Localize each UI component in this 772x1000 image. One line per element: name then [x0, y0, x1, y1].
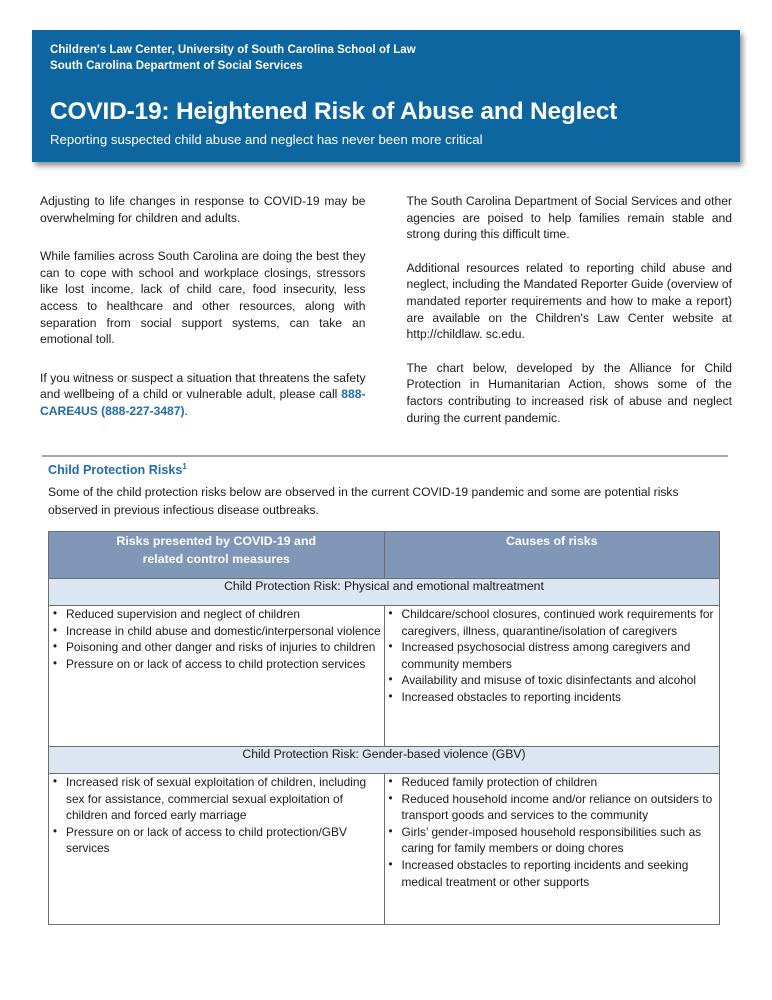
section-heading-text: Child Protection Risks: [48, 463, 183, 477]
section-band-row-2: [49, 747, 720, 774]
header-banner: [32, 30, 740, 162]
list-item: • Reduced family protection of children: [400, 774, 720, 791]
list-item: • Pressure on or lack of access to child protection services: [64, 656, 384, 673]
list-item: • Increased obstacles to reporting incidents: [400, 689, 720, 706]
right-paragraph-1: The South Carolina Department of Social Services and other agencies are poised to help families remain stable and strong during this difficult time.: [406, 194, 732, 242]
causes-list-1: [385, 606, 720, 706]
section-divider: [42, 455, 728, 457]
right-paragraph-3: The chart below, developed by the Alliance for Child Protection in Humanitarian Action, shows some of the factors contributing to increased risk of abuse and neglect during the current pandemic.: [406, 360, 732, 425]
intro-columns: [40, 193, 732, 442]
causes-list-2: [385, 774, 720, 890]
causes-cell-2: [384, 774, 720, 925]
risks-cell-2: [49, 774, 385, 925]
table-header-risks-line-2: related control measures: [142, 552, 290, 566]
table-row: [49, 774, 720, 925]
table-row: [49, 606, 720, 747]
organization-line-1: Children's Law Center, University of South Carolina School of Law: [50, 44, 416, 56]
section-band-row-1: [49, 579, 720, 606]
list-item: • Increased psychosocial distress among caregivers and community members: [400, 639, 720, 672]
risks-list-1: [49, 606, 384, 672]
section-intro-text: Some of the child protection risks below are observed in the current COVID-19 pandemic and some are potential risks observed in previous infectious disease outbreaks.: [48, 485, 679, 517]
list-item: • Childcare/school closures, continued work requirements for caregivers, illness, quarantine/isolation of caregivers: [400, 606, 720, 639]
right-paragraph-2: Additional resources related to reporting child abuse and neglect, including the Mandated Reporter Guide (overview of mandated reporter requirements and how to make a report) are available on the Children's Law Center website at http://childlaw. sc.edu.: [406, 260, 732, 342]
left-paragraph-3-prefix: If you witness or suspect a situation that threatens the safety and wellbeing of a child or vulnerable adult, please call: [40, 370, 366, 402]
intro-left-column: [40, 193, 366, 442]
section-heading: [48, 463, 187, 477]
risks-cell-1: [49, 606, 385, 747]
section-band-gender-based-violence: Child Protection Risk: Gender-based violence (GBV): [49, 747, 720, 774]
left-paragraph-2: While families across South Carolina are doing the best they can to cope with school and workplace closings, stressors like lost income, lack of child care, food insecurity, less access to healthcare and other resources, along with separation from social support systems, can take an emotional toll.: [40, 249, 366, 347]
causes-cell-1: [384, 606, 720, 747]
intro-right-column: [407, 193, 733, 442]
hotline-phone-number: 888-CARE4US (888-227-3487): [40, 387, 366, 418]
list-item: • Pressure on or lack of access to child protection/GBV services: [64, 824, 384, 857]
risk-table: [48, 531, 720, 925]
list-item: • Reduced household income and/or reliance on outsiders to transport goods and services to the community: [400, 791, 720, 824]
organization-line-2: South Carolina Department of Social Services: [50, 59, 303, 72]
document-title: COVID-19: Heightened Risk of Abuse and Neglect: [50, 98, 618, 125]
left-paragraph-3: [40, 370, 366, 420]
footnote-marker: 1: [182, 461, 187, 471]
list-item: • Poisoning and other danger and risks of injuries to children: [64, 639, 384, 656]
left-paragraph-3-suffix: .: [184, 403, 188, 418]
section-band-physical-maltreatment: Child Protection Risk: Physical and emotional maltreatment: [49, 579, 720, 606]
left-paragraph-1: Adjusting to life changes in response to COVID-19 may be overwhelming for children and adults.: [40, 194, 366, 225]
list-item: • Reduced supervision and neglect of children: [64, 606, 384, 623]
document-subtitle: Reporting suspected child abuse and neglect has never been more critical: [50, 132, 483, 147]
list-item: • Increased obstacles to reporting incidents and seeking medical treatment or other supports: [400, 857, 720, 890]
table-header-risks-line-1: Risks presented by COVID-19 and: [116, 534, 317, 548]
table-header-risks: [49, 532, 385, 579]
list-item: • Availability and misuse of toxic disinfectants and alcohol: [400, 672, 720, 689]
list-item: • Girls’ gender-imposed household responsibilities such as caring for family members or doing chores: [400, 824, 720, 857]
list-item: • Increase in child abuse and domestic/interpersonal violence: [64, 623, 384, 640]
risks-list-2: [49, 774, 384, 857]
table-header-causes: Causes of risks: [384, 532, 720, 579]
table-header-row: [49, 532, 720, 579]
list-item: • Increased risk of sexual exploitation of children, including sex for assistance, commercial sexual exploitation of children and forced early marriage: [64, 774, 384, 824]
